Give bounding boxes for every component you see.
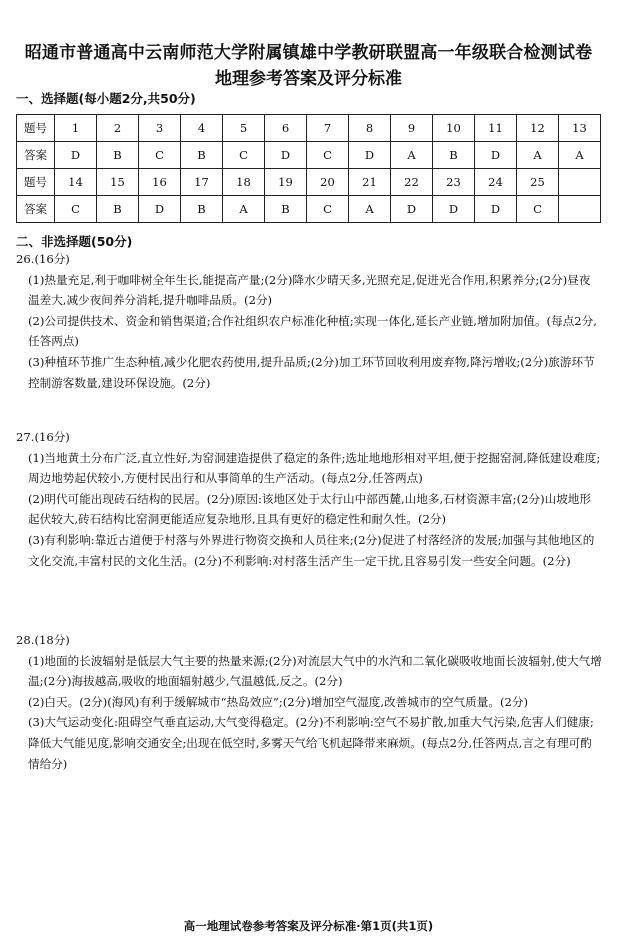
page-footer: 高一地理试卷参考答案及评分标准·第1页(共1页): [183, 919, 434, 933]
question-28: [16, 630, 602, 774]
row-header-cell: 题号: [17, 169, 55, 196]
row-header-cell: 答案: [17, 142, 55, 169]
section2-heading: 二、非选择题(50分): [16, 234, 133, 249]
answer-paragraph: (3)有利影响:靠近古道便于村落与外界进行物资交换和人员往来;(2分)促进了村落经济的发展;加强与其他地区的文化交流,丰富村民的文化生活。(2分)不利影响:对村落生活产生一定干扰,且容易引发一些安全问题。(2分): [28, 532, 595, 568]
table-cell: 20: [307, 169, 349, 196]
document-title: 昭通市普通高中云南师范大学附属镇雄中学教研联盟高一年级联合检测试卷: [24, 43, 593, 63]
table-cell: [559, 196, 601, 223]
row-header-cell: 答案: [17, 196, 55, 223]
table-cell: B: [97, 196, 139, 223]
answer-paragraph: (1)热量充足,利于咖啡树全年生长,能提高产量;(2分)降水少晴天多,光照充足,促进光合作用,积累养分;(2分)昼夜温差大,减少夜间养分消耗,提升咖啡品质。(2分): [28, 272, 591, 308]
table-cell: D: [475, 142, 517, 169]
table-cell: D: [475, 196, 517, 223]
table-cell: C: [55, 196, 97, 223]
table-cell: 1: [55, 115, 97, 142]
table-cell: C: [139, 142, 181, 169]
table-row: [17, 169, 601, 196]
table-cell: 22: [391, 169, 433, 196]
document-subtitle: 地理参考答案及评分标准: [215, 69, 402, 89]
table-cell: A: [223, 196, 265, 223]
table-cell: C: [223, 142, 265, 169]
answer-paragraph: (3)大气运动变化:阻碍空气垂直运动,大气变得稳定。(2分)不利影响:空气不易扩散,加重大气污染,危害人们健康;降低大气能见度,影响交通安全;出现在低空时,多雾天气给飞机起降带来麻烦。(每点2分,任答两点,言之有理可酌情给分): [28, 715, 594, 771]
question-27: [16, 427, 602, 571]
question-number: 28.(18分): [16, 633, 70, 647]
table-cell: 11: [475, 115, 517, 142]
table-cell: C: [517, 196, 559, 223]
table-cell: D: [433, 196, 475, 223]
table-cell: C: [307, 142, 349, 169]
table-cell: D: [55, 142, 97, 169]
table-cell: B: [181, 196, 223, 223]
question-number: 27.(16分): [16, 430, 70, 444]
table-cell: C: [307, 196, 349, 223]
table-cell: 16: [139, 169, 181, 196]
table-cell: 18: [223, 169, 265, 196]
table-cell: 24: [475, 169, 517, 196]
question-26: [16, 249, 602, 393]
table-cell: D: [139, 196, 181, 223]
table-row: [17, 196, 601, 223]
table-cell: 21: [349, 169, 391, 196]
table-cell: D: [349, 142, 391, 169]
answer-table: [16, 114, 601, 223]
table-cell: B: [433, 142, 475, 169]
table-cell: [559, 169, 601, 196]
section1-heading: 一、选择题(每小题2分,共50分): [16, 91, 196, 106]
table-cell: 14: [55, 169, 97, 196]
table-cell: 8: [349, 115, 391, 142]
answer-paragraph: (1)地面的长波辐射是低层大气主要的热量来源;(2分)对流层大气中的水汽和二氧化碳吸收地面长波辐射,使大气增温;(2分)海拔越高,吸收的地面辐射越少,气温越低,反之。(2分): [28, 653, 602, 689]
table-cell: B: [97, 142, 139, 169]
table-cell: B: [265, 196, 307, 223]
table-cell: 3: [139, 115, 181, 142]
table-cell: A: [391, 142, 433, 169]
table-cell: 6: [265, 115, 307, 142]
table-cell: 23: [433, 169, 475, 196]
table-cell: 4: [181, 115, 223, 142]
table-row: [17, 142, 601, 169]
answer-paragraph: (3)种植环节推广生态种植,减少化肥农药使用,提升品质;(2分)加工环节回收利用废弃物,降污增收;(2分)旅游环节控制游客数量,建设环保设施。(2分): [28, 354, 595, 390]
table-cell: A: [349, 196, 391, 223]
table-cell: 10: [433, 115, 475, 142]
answer-paragraph: (2)白天。(2分)(海风)有利于缓解城市“热岛效应”;(2分)增加空气湿度,改善城市的空气质量。(2分): [28, 694, 528, 709]
table-cell: 9: [391, 115, 433, 142]
table-cell: 19: [265, 169, 307, 196]
table-cell: 25: [517, 169, 559, 196]
table-cell: 12: [517, 115, 559, 142]
table-cell: A: [559, 142, 601, 169]
table-cell: 17: [181, 169, 223, 196]
answer-paragraph: (1)当地黄土分布广泛,直立性好,为窑洞建造提供了稳定的条件;选址地地形相对平坦,便于挖掘窑洞,降低建设难度;周边地势起伏较小,方便村民出行和从事简单的生产活动。(每点2分,任答两点): [28, 450, 601, 486]
table-cell: D: [265, 142, 307, 169]
table-cell: A: [517, 142, 559, 169]
table-cell: 5: [223, 115, 265, 142]
question-number: 26.(16分): [16, 252, 70, 266]
answer-paragraph: (2)明代可能出现砖石结构的民居。(2分)原因:该地区处于太行山中部西麓,山地多,石材资源丰富;(2分)山坡地形起伏较大,砖石结构比窑洞更能适应复杂地形,且具有更好的稳定性和耐久性。(2分): [28, 491, 591, 527]
table-cell: 2: [97, 115, 139, 142]
table-cell: B: [181, 142, 223, 169]
table-cell: 13: [559, 115, 601, 142]
answer-paragraph: (2)公司提供技术、资金和销售渠道;合作社组织农户标准化种植;实现一体化,延长产业链,增加附加值。(每点2分,任答两点): [28, 313, 597, 349]
table-row: [17, 115, 601, 142]
table-cell: D: [391, 196, 433, 223]
row-header-cell: 题号: [17, 115, 55, 142]
table-cell: 7: [307, 115, 349, 142]
table-cell: 15: [97, 169, 139, 196]
